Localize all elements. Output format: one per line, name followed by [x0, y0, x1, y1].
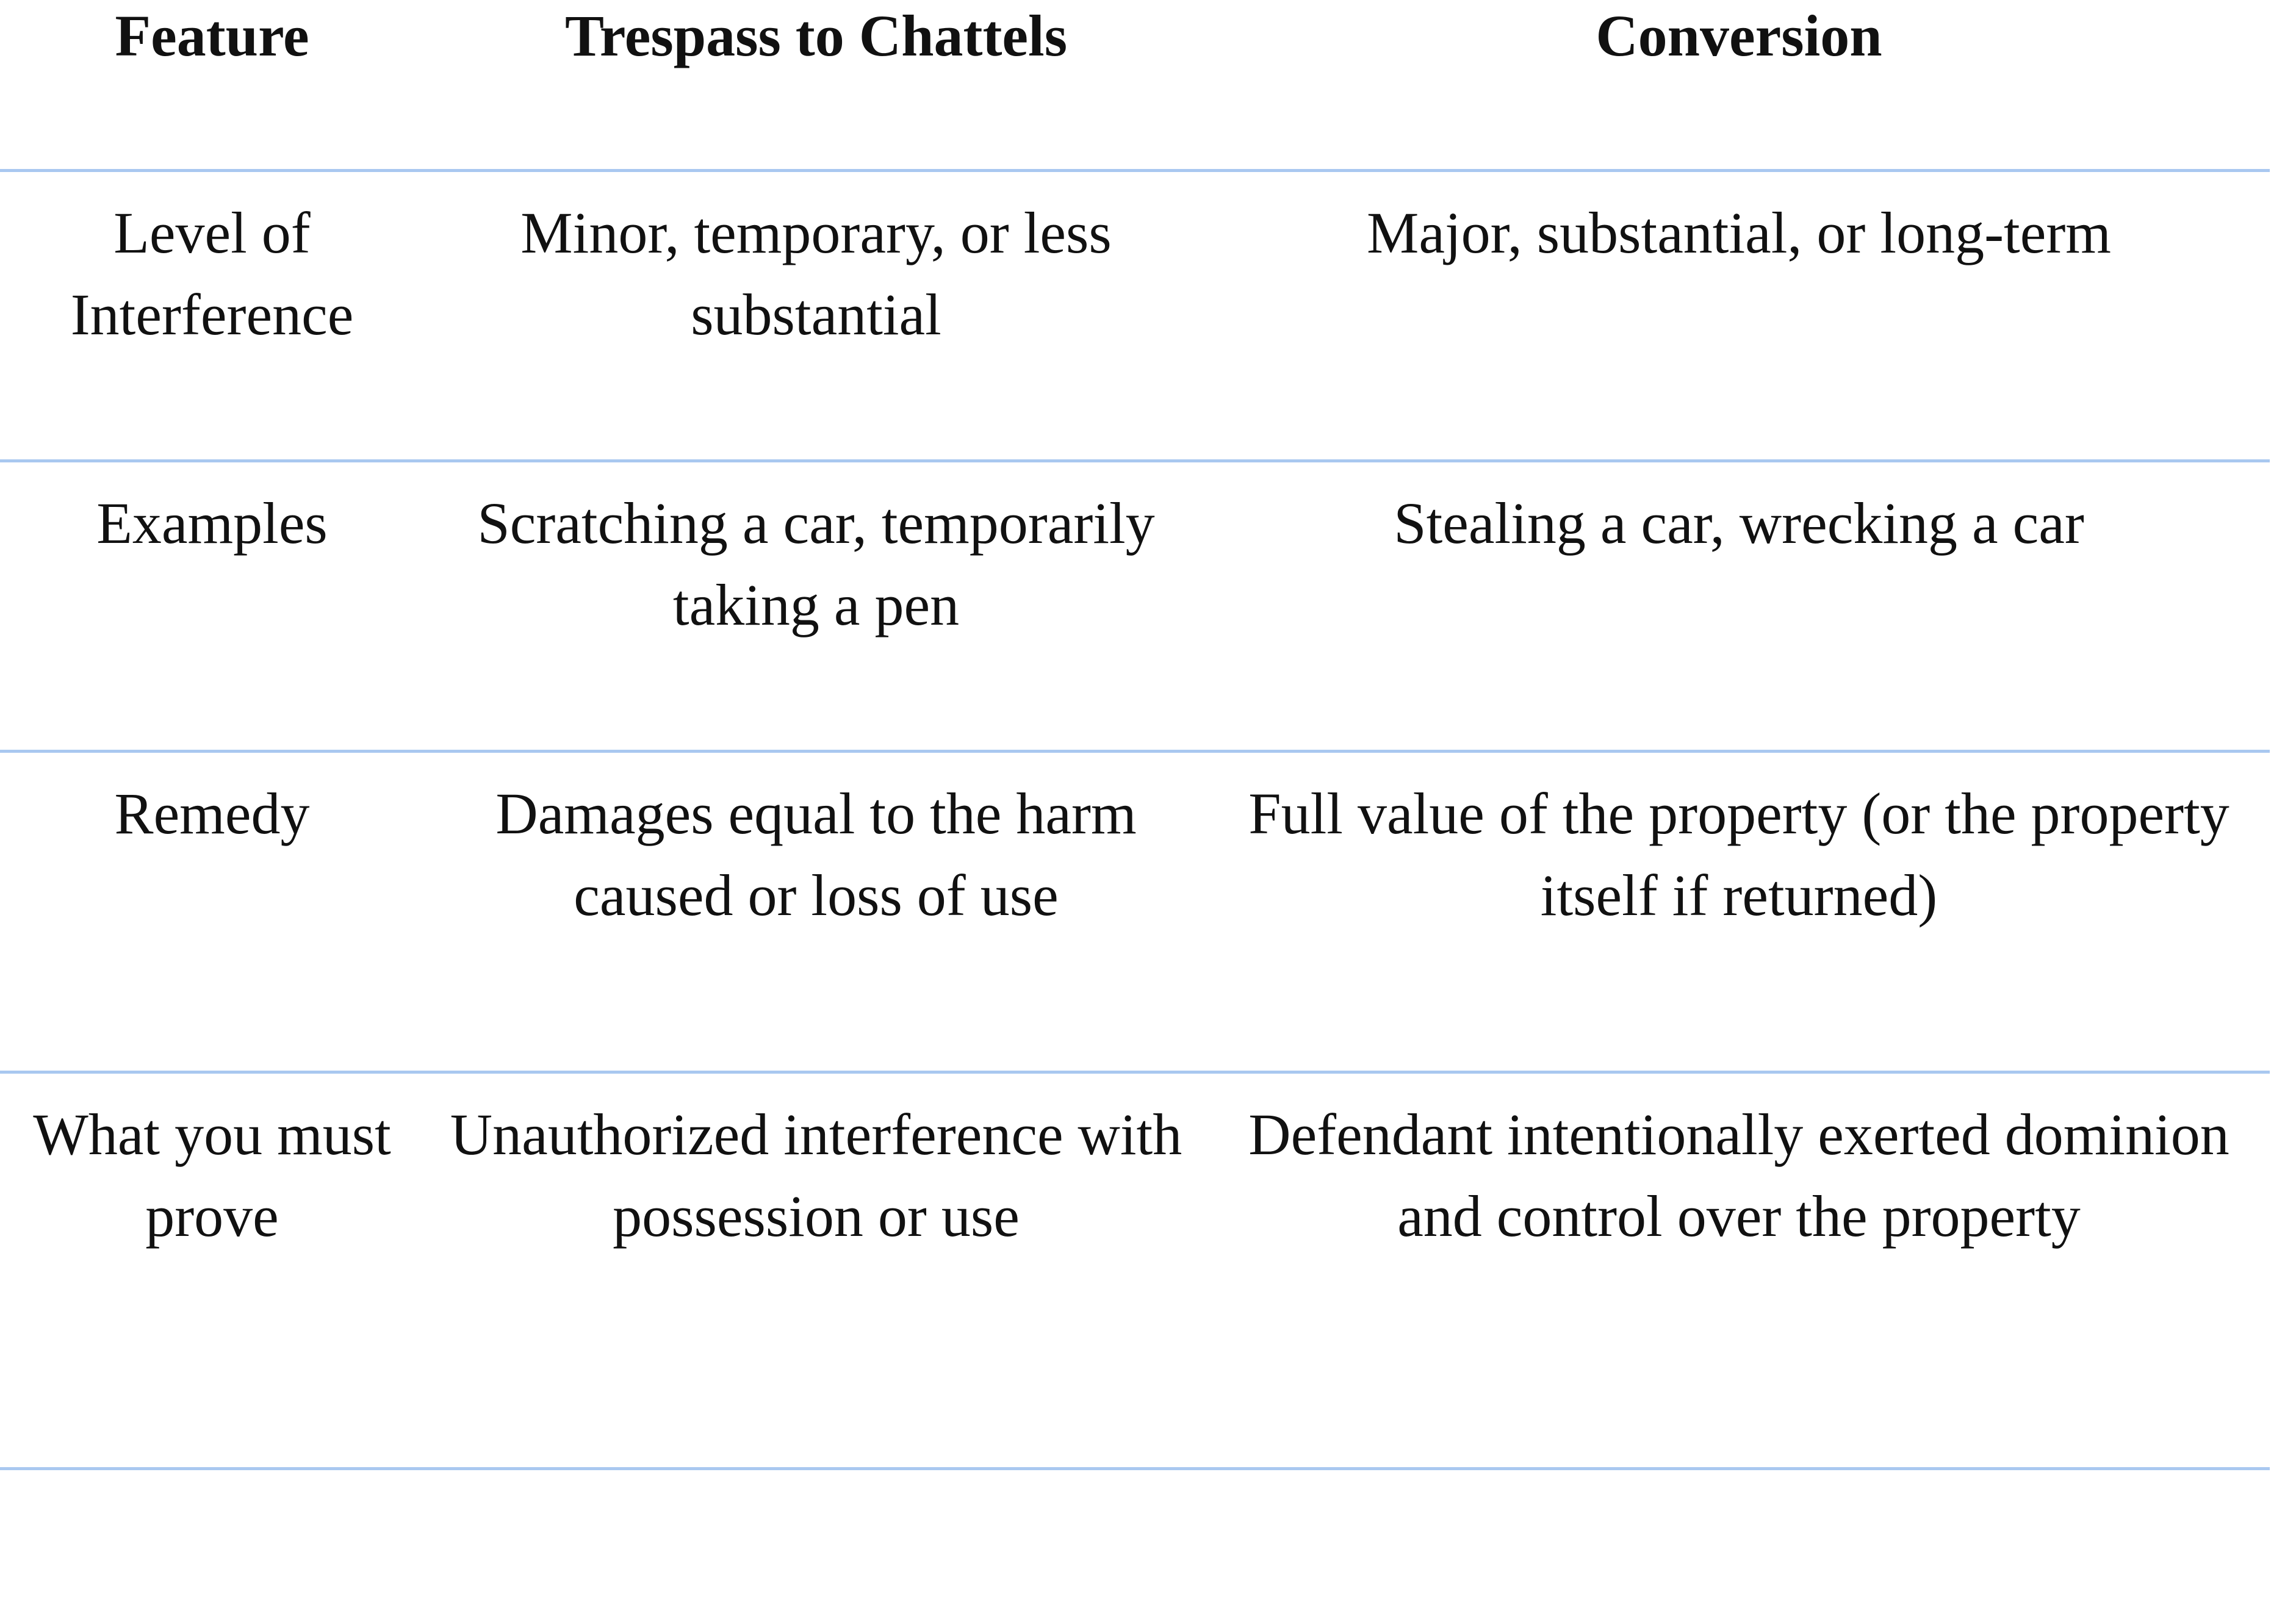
header-row [0, 0, 2270, 171]
cell-feature [0, 171, 424, 461]
header-trespass [424, 0, 1208, 171]
table-header [0, 0, 2270, 171]
table-row [0, 461, 2270, 752]
cell-feature-text: Remedy [114, 781, 310, 846]
cell-conversion [1208, 171, 2270, 461]
table-body [0, 171, 2270, 1469]
header-conversion-label: Conversion [1596, 3, 1882, 68]
cell-conversion [1208, 752, 2270, 1072]
cell-trespass-text: Scratching a car, temporarily taking a pen [477, 490, 1155, 637]
cell-feature [0, 461, 424, 752]
cell-feature-text: Examples [96, 490, 328, 556]
header-trespass-label: Trespass to Chattels [564, 3, 1068, 68]
cell-conversion-text: Major, substantial, or long-term [1367, 200, 2111, 265]
cell-feature [0, 1072, 424, 1469]
header-feature [0, 0, 424, 171]
cell-trespass-text: Unauthorized interference with possession or use [450, 1102, 1182, 1249]
cell-conversion-text: Full value of the property (or the property itself if returned) [1248, 781, 2229, 928]
header-feature-label: Feature [115, 3, 309, 68]
cell-feature-text: What you must prove [33, 1102, 391, 1249]
table-row [0, 752, 2270, 1072]
cell-trespass-text: Minor, temporary, or less substantial [520, 200, 1112, 347]
cell-conversion-text: Stealing a car, wrecking a car [1394, 490, 2084, 556]
table-row [0, 1072, 2270, 1469]
table-row [0, 171, 2270, 461]
cell-feature-text: Level of Interference [70, 200, 354, 347]
cell-trespass-text: Damages equal to the harm caused or loss of use [495, 781, 1137, 928]
cell-conversion-text: Defendant intentionally exerted dominion and control over the property [1248, 1102, 2229, 1249]
cell-trespass [424, 752, 1208, 1072]
cell-conversion [1208, 461, 2270, 752]
header-conversion [1208, 0, 2270, 171]
cell-feature [0, 752, 424, 1072]
cell-trespass [424, 1072, 1208, 1469]
cell-trespass [424, 171, 1208, 461]
cell-trespass [424, 461, 1208, 752]
cell-conversion [1208, 1072, 2270, 1469]
